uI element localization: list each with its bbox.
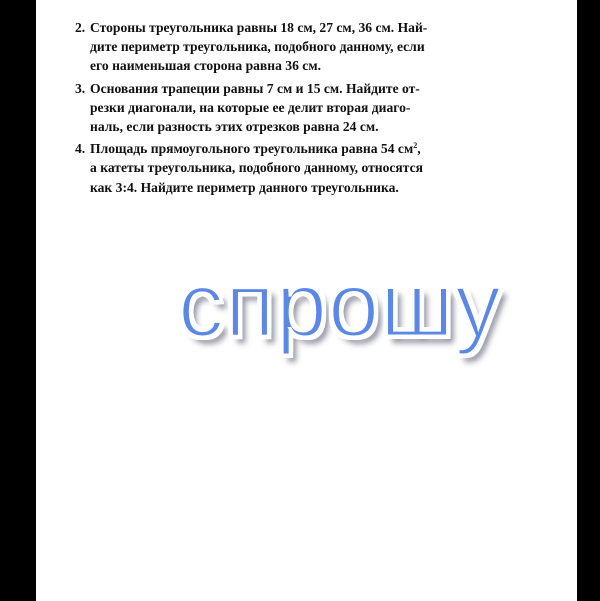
problem-text-segment: Площадь прямоугольного треугольника равна 54 см [90,141,414,157]
problem-text-line: Основания трапеции равны 7 см и 15 см. Найдите от- [90,80,420,96]
problem-2 [75,18,565,76]
overlay-caption: спрошу [178,254,502,356]
superscript: 2 [413,141,418,151]
problem-text-line: наль, если разность этих отрезков равна 24 см. [90,119,379,135]
document-page [36,0,577,601]
problem-number: 4. [75,141,86,157]
problem-4 [75,139,565,197]
problem-list [75,18,565,200]
problem-text-segment: , [417,141,421,157]
problem-text-line: а катеты треугольника, подобного данному, относятся [90,160,423,176]
problem-text-line: Стороны треугольника равны 18 см, 27 см, 36 см. Най- [90,20,428,35]
problem-text-line: резки диагонали, на которые ее делит вторая диаго- [90,99,411,115]
problem-text-line [90,139,565,158]
problem-number: 3. [75,80,86,96]
problem-text-line: его наименьшая сторона равна 36 см. [90,58,321,74]
problem-text-line: дите периметр треугольника, подобного данному, если [90,39,425,55]
problem-3 [75,79,565,137]
problem-number: 2. [75,20,86,35]
problem-text-line: как 3:4. Найдите периметр данного треугольника. [90,179,399,195]
